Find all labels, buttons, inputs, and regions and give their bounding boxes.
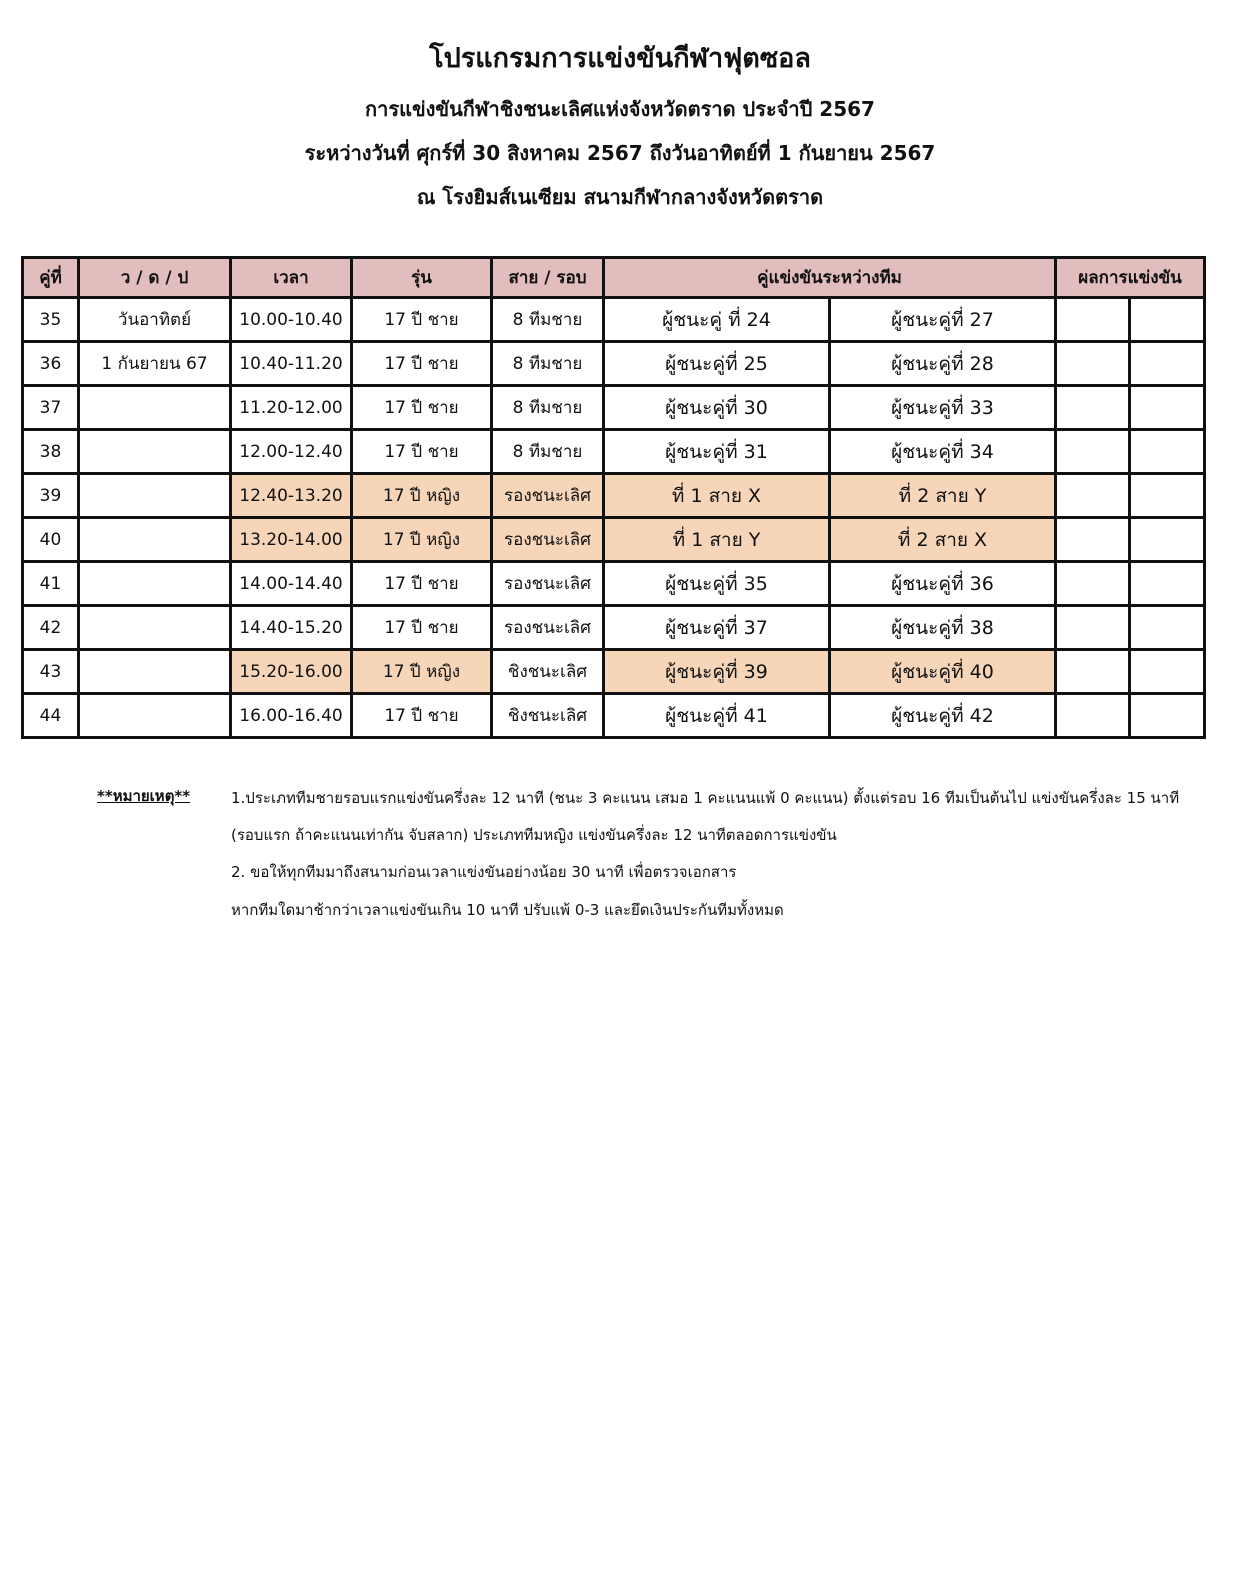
result-a bbox=[1056, 342, 1130, 386]
team-b: ผู้ชนะคู่ที่ 28 bbox=[830, 342, 1056, 386]
result-a bbox=[1056, 518, 1130, 562]
match-no: 40 bbox=[23, 518, 79, 562]
team-b: ผู้ชนะคู่ที่ 42 bbox=[830, 694, 1056, 738]
match-date: 1 กันยายน 67 bbox=[79, 342, 231, 386]
match-time: 12.00-12.40 bbox=[231, 430, 352, 474]
table-row bbox=[23, 650, 1205, 694]
competition-dates: ระหว่างวันที่ ศุกร์ที่ 30 สิงหาคม 2567 ถึงวันอาทิตย์ที่ 1 กันยายน 2567 bbox=[304, 141, 936, 165]
result-a bbox=[1056, 562, 1130, 606]
table-row bbox=[23, 606, 1205, 650]
result-b bbox=[1130, 386, 1205, 430]
team-a: ผู้ชนะคู่ที่ 41 bbox=[604, 694, 830, 738]
col-header-result: ผลการแข่งขัน bbox=[1056, 258, 1205, 298]
match-time: 11.20-12.00 bbox=[231, 386, 352, 430]
match-group: ชิงชนะเลิศ bbox=[492, 694, 604, 738]
match-division: 17 ปี หญิง bbox=[352, 650, 492, 694]
match-no: 44 bbox=[23, 694, 79, 738]
result-b bbox=[1130, 606, 1205, 650]
match-no: 42 bbox=[23, 606, 79, 650]
match-no: 39 bbox=[23, 474, 79, 518]
col-header-group: สาย / รอบ bbox=[492, 258, 604, 298]
result-a bbox=[1056, 650, 1130, 694]
match-division: 17 ปี ชาย bbox=[352, 562, 492, 606]
match-date bbox=[79, 606, 231, 650]
match-division: 17 ปี ชาย bbox=[352, 430, 492, 474]
team-b: ผู้ชนะคู่ที่ 34 bbox=[830, 430, 1056, 474]
match-no: 41 bbox=[23, 562, 79, 606]
table-row bbox=[23, 694, 1205, 738]
match-time: 16.00-16.40 bbox=[231, 694, 352, 738]
match-date: วันอาทิตย์ bbox=[79, 298, 231, 342]
match-time: 14.40-15.20 bbox=[231, 606, 352, 650]
match-date bbox=[79, 650, 231, 694]
team-b: ที่ 2 สาย Y bbox=[830, 474, 1056, 518]
team-a: ที่ 1 สาย Y bbox=[604, 518, 830, 562]
col-header-teams: คู่แข่งขันระหว่างทีม bbox=[604, 258, 1056, 298]
team-a: ผู้ชนะคู่ที่ 25 bbox=[604, 342, 830, 386]
table-row bbox=[23, 298, 1205, 342]
result-b bbox=[1130, 474, 1205, 518]
match-no: 36 bbox=[23, 342, 79, 386]
match-group: รองชนะเลิศ bbox=[492, 562, 604, 606]
match-division: 17 ปี ชาย bbox=[352, 298, 492, 342]
match-no: 38 bbox=[23, 430, 79, 474]
note-line-2: (รอบแรก ถ้าคะแนนเท่ากัน จับสลาก) ประเภททีมหญิง แข่งขันครึ่งละ 12 นาทีตลอดการแข่งขัน bbox=[231, 826, 837, 844]
result-b bbox=[1130, 342, 1205, 386]
match-group: รองชนะเลิศ bbox=[492, 518, 604, 562]
match-group: รองชนะเลิศ bbox=[492, 606, 604, 650]
result-a bbox=[1056, 474, 1130, 518]
col-header-match: คู่ที่ bbox=[23, 258, 79, 298]
result-b bbox=[1130, 694, 1205, 738]
result-b bbox=[1130, 430, 1205, 474]
team-b: ที่ 2 สาย X bbox=[830, 518, 1056, 562]
result-a bbox=[1056, 386, 1130, 430]
match-group: 8 ทีมชาย bbox=[492, 298, 604, 342]
match-no: 37 bbox=[23, 386, 79, 430]
table-row bbox=[23, 474, 1205, 518]
match-division: 17 ปี ชาย bbox=[352, 694, 492, 738]
team-a: ผู้ชนะคู่ที่ 31 bbox=[604, 430, 830, 474]
note-line-4: หากทีมใดมาช้ากว่าเวลาแข่งขันเกิน 10 นาที ปรับแพ้ 0-3 และยึดเงินประกันทีมทั้งหมด bbox=[231, 901, 784, 919]
table-row bbox=[23, 562, 1205, 606]
table-row bbox=[23, 518, 1205, 562]
result-b bbox=[1130, 562, 1205, 606]
match-date bbox=[79, 474, 231, 518]
schedule-table bbox=[21, 256, 1206, 739]
competition-name: การแข่งขันกีฬาชิงชนะเลิศแห่งจังหวัดตราด ประจำปี 2567 bbox=[365, 97, 875, 121]
team-b: ผู้ชนะคู่ที่ 38 bbox=[830, 606, 1056, 650]
table-row bbox=[23, 342, 1205, 386]
notes-label: **หมายเหตุ** bbox=[97, 787, 191, 805]
col-header-division: รุ่น bbox=[352, 258, 492, 298]
table-row bbox=[23, 430, 1205, 474]
table-row bbox=[23, 386, 1205, 430]
result-b bbox=[1130, 518, 1205, 562]
team-a: ผู้ชนะคู่ที่ 30 bbox=[604, 386, 830, 430]
page-title: โปรแกรมการแข่งขันกีฬาฟุตซอล bbox=[429, 43, 811, 74]
team-a: ผู้ชนะคู่ที่ 37 bbox=[604, 606, 830, 650]
result-a bbox=[1056, 430, 1130, 474]
match-time: 15.20-16.00 bbox=[231, 650, 352, 694]
team-a: ผู้ชนะคู่ ที่ 24 bbox=[604, 298, 830, 342]
team-b: ผู้ชนะคู่ที่ 36 bbox=[830, 562, 1056, 606]
note-line-3: 2. ขอให้ทุกทีมมาถึงสนามก่อนเวลาแข่งขันอย่างน้อย 30 นาที เพื่อตรวจเอกสาร bbox=[231, 863, 737, 881]
match-date bbox=[79, 562, 231, 606]
match-group: รองชนะเลิศ bbox=[492, 474, 604, 518]
match-division: 17 ปี ชาย bbox=[352, 386, 492, 430]
team-b: ผู้ชนะคู่ที่ 40 bbox=[830, 650, 1056, 694]
col-header-date: ว / ด / ป bbox=[79, 258, 231, 298]
match-group: 8 ทีมชาย bbox=[492, 386, 604, 430]
match-division: 17 ปี หญิง bbox=[352, 518, 492, 562]
team-a: ผู้ชนะคู่ที่ 35 bbox=[604, 562, 830, 606]
match-no: 43 bbox=[23, 650, 79, 694]
match-date bbox=[79, 518, 231, 562]
match-time: 13.20-14.00 bbox=[231, 518, 352, 562]
match-time: 10.40-11.20 bbox=[231, 342, 352, 386]
match-group: 8 ทีมชาย bbox=[492, 342, 604, 386]
match-time: 14.00-14.40 bbox=[231, 562, 352, 606]
match-time: 12.40-13.20 bbox=[231, 474, 352, 518]
team-a: ที่ 1 สาย X bbox=[604, 474, 830, 518]
match-group: ชิงชนะเลิศ bbox=[492, 650, 604, 694]
match-date bbox=[79, 694, 231, 738]
col-header-time: เวลา bbox=[231, 258, 352, 298]
competition-venue: ณ โรงยิมส์เนเซียม สนามกีฬากลางจังหวัดตราด bbox=[416, 185, 824, 209]
match-division: 17 ปี ชาย bbox=[352, 342, 492, 386]
match-date bbox=[79, 430, 231, 474]
result-a bbox=[1056, 694, 1130, 738]
match-group: 8 ทีมชาย bbox=[492, 430, 604, 474]
team-b: ผู้ชนะคู่ที่ 27 bbox=[830, 298, 1056, 342]
result-b bbox=[1130, 298, 1205, 342]
result-b bbox=[1130, 650, 1205, 694]
team-a: ผู้ชนะคู่ที่ 39 bbox=[604, 650, 830, 694]
match-date bbox=[79, 386, 231, 430]
table-header-row bbox=[23, 258, 1205, 298]
match-no: 35 bbox=[23, 298, 79, 342]
match-time: 10.00-10.40 bbox=[231, 298, 352, 342]
match-division: 17 ปี ชาย bbox=[352, 606, 492, 650]
team-b: ผู้ชนะคู่ที่ 33 bbox=[830, 386, 1056, 430]
result-a bbox=[1056, 298, 1130, 342]
note-line-1: 1.ประเภททีมชายรอบแรกแข่งขันครึ่งละ 12 นาที (ชนะ 3 คะแนน เสมอ 1 คะแนนแพ้ 0 คะแนน) ตั้งแต่รอบ 16 ทีมเป็นต้นไป แข่งขันครึ่งละ 15 นาที bbox=[231, 789, 1180, 807]
match-division: 17 ปี หญิง bbox=[352, 474, 492, 518]
result-a bbox=[1056, 606, 1130, 650]
